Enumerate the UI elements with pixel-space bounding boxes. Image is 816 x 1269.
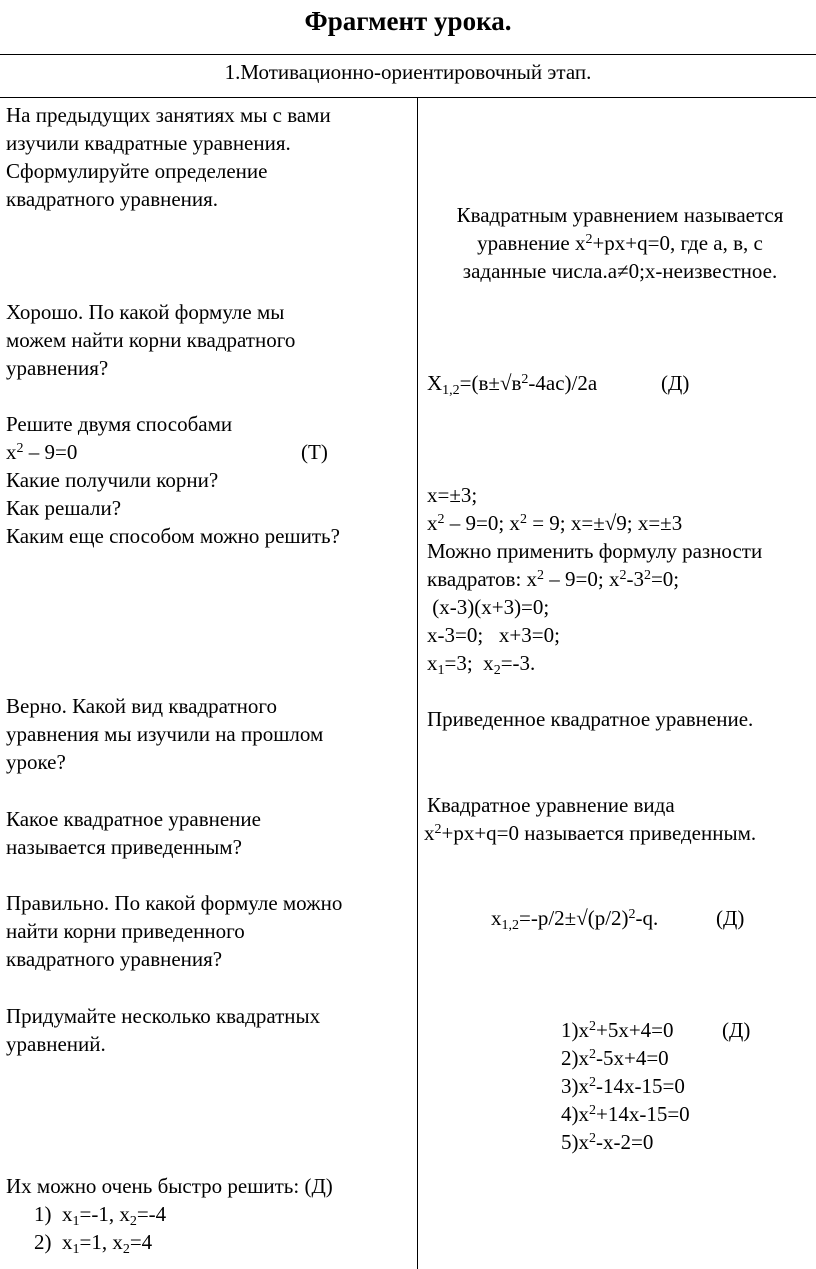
header-divider	[0, 97, 816, 98]
text-line: На предыдущих занятиях мы с вами	[6, 103, 331, 127]
text-line: x=±3;	[427, 483, 478, 507]
teacher-prompt-definition	[6, 101, 331, 213]
text-line: Квадратным уравнением называется	[456, 203, 784, 227]
text-line: Верно. Какой вид квадратного	[6, 694, 277, 718]
text-line: Сформулируйте определение	[6, 159, 268, 183]
text-line: Какие получили корни?	[6, 468, 219, 492]
teacher-prompt-reduced	[6, 692, 323, 776]
text-line: Как решали?	[6, 496, 122, 520]
text-line: Квадратное уравнение вида	[427, 793, 675, 817]
list-item: $2)x^2-5x+4=0$	[561, 1046, 669, 1070]
teacher-prompt-invent	[6, 1002, 320, 1058]
text-line: Придумайте несколько квадратных	[6, 1004, 321, 1028]
answer-formula: $X_{1,2}=(в\pm√в^2-4ac)/2a$	[427, 371, 598, 398]
teacher-prompt-quick-solve: Их можно очень быстро решить: (Д)	[6, 1174, 333, 1198]
text-line: x-3=0; x+3=0;	[427, 623, 560, 647]
answer-solution	[427, 481, 762, 677]
list-item: 1) $x_1=-1$, $x_2=-4$	[34, 1202, 167, 1229]
text-line: (x-3)(x+3)=0;	[427, 595, 550, 619]
answer-reduced-def	[427, 791, 675, 819]
column-divider	[417, 97, 418, 1269]
text-line: Решите двумя способами	[6, 412, 233, 436]
text-line: уравнения?	[6, 356, 109, 380]
list-item: 2) $x_1=1$, $x_2=4$	[34, 1230, 153, 1257]
equation-line: квадратов: $x^2 - 9=0$; $x^2-3^2=0$;	[427, 567, 680, 591]
equation-line: $x^2 - 9=0$; $x^2 = 9$; x=±√9; x=±3	[427, 511, 683, 535]
teacher-prompt-reduced-def	[6, 805, 261, 861]
teacher-prompt-solve	[6, 410, 340, 550]
answer-reduced-formula: $x_{1,2}=-p/2\pm√(p/2)^2-q$.	[491, 906, 659, 933]
table-top-border	[0, 54, 816, 55]
text-line: уравнения мы изучили на прошлом	[6, 722, 324, 746]
text-line: заданные числа.a≠0;x-неизвестное.	[462, 259, 778, 283]
text-line: Можно применить формулу разности	[427, 539, 763, 563]
text-line: называется приведенным?	[6, 835, 242, 859]
list-item: $5)x^2-x-2=0$	[561, 1130, 654, 1154]
answer-reduced-def-eq: $x^2+px+q=0$ называется приведенным.	[424, 821, 757, 845]
equation-line: уравнение $x^2+px+q=0$, где a, в, c	[477, 231, 763, 255]
text-line: квадратного уравнения?	[6, 947, 223, 971]
list-item: $4)x^2+14x-15=0$	[561, 1102, 690, 1126]
text-line: изучили квадратные уравнения.	[6, 131, 291, 155]
text-line: квадратного уравнения.	[6, 187, 219, 211]
text-line: Хорошо. По какой формуле мы	[6, 300, 285, 324]
invented-equations-mark: (Д)	[722, 1018, 751, 1042]
text-line: Какое квадратное уравнение	[6, 807, 261, 831]
text-line: Каким еще способом можно решить?	[6, 524, 340, 548]
equation-line: $x_1=3$; $x_2=-3$.	[427, 651, 536, 678]
text-line: уравнений.	[6, 1032, 106, 1056]
task-mark: (Т)	[301, 440, 328, 464]
list-item: $3)x^2-14x-15=0$	[561, 1074, 685, 1098]
teacher-prompt-formula	[6, 298, 295, 382]
answer-definition	[420, 201, 816, 285]
list-item: $1)x^2+5x+4=0$	[561, 1018, 674, 1042]
page-title: Фрагмент урока.	[304, 6, 512, 36]
invented-equations	[561, 1016, 690, 1156]
teacher-prompt-reduced-formula	[6, 889, 342, 973]
answer-reduced: Приведенное квадратное уравнение.	[427, 707, 754, 731]
answer-formula-mark: (Д)	[661, 371, 690, 395]
equation-line: $x^2 - 9=0$	[6, 440, 78, 464]
text-line: можем найти корни квадратного	[6, 328, 296, 352]
text-line: найти корни приведенного	[6, 919, 245, 943]
text-line: Правильно. По какой формуле можно	[6, 891, 343, 915]
answer-reduced-formula-mark: (Д)	[716, 906, 745, 930]
stage-header: 1.Мотивационно-ориентировочный этап.	[224, 60, 592, 84]
text-line: уроке?	[6, 750, 66, 774]
